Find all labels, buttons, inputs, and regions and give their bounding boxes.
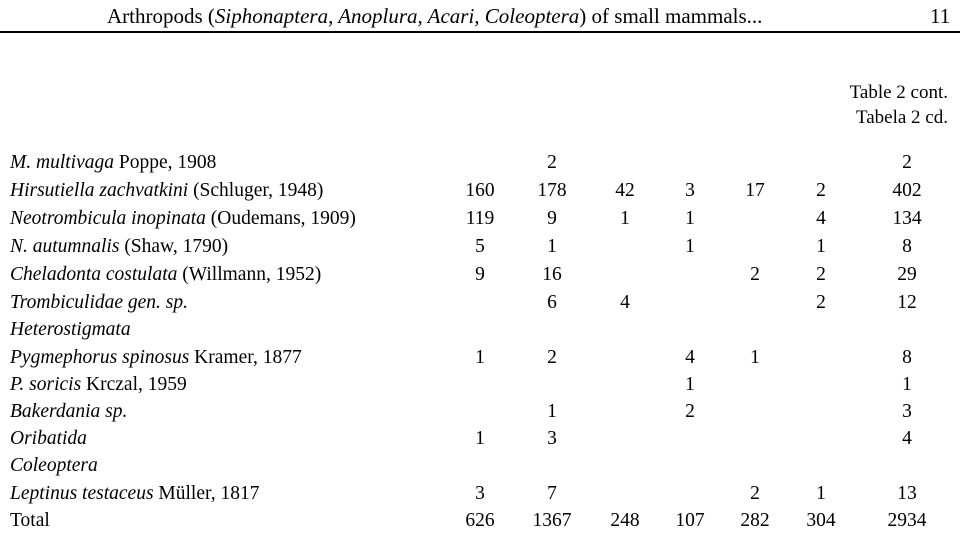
table-row (0, 428, 960, 455)
taxon-italic: Bakerdania sp. (10, 401, 128, 422)
count-cell: 9 (547, 208, 557, 229)
taxon-italic: Trombiculidae gen. sp. (10, 292, 189, 313)
table-row (0, 455, 960, 482)
count-cell: 3 (547, 428, 557, 449)
table-row (0, 401, 960, 428)
taxon-name (10, 347, 302, 369)
taxon-name (10, 319, 131, 341)
taxon-name (10, 264, 321, 286)
total-cell: 2934 (887, 510, 927, 531)
total-cell: 13 (897, 483, 917, 504)
count-cell: 1 (475, 347, 485, 368)
taxon-italic: M. multivaga (10, 152, 114, 173)
taxon-name (10, 374, 187, 396)
count-cell: 1 (685, 236, 695, 257)
count-cell: 16 (542, 264, 562, 285)
count-cell: 2 (816, 292, 826, 313)
count-cell: 1 (816, 236, 826, 257)
taxon-name (10, 208, 356, 230)
taxon-name (10, 510, 50, 532)
taxon-authority: (Shaw, 1790) (119, 236, 229, 257)
count-cell: 178 (537, 180, 567, 201)
taxon-name (10, 428, 87, 450)
total-cell: 29 (897, 264, 917, 285)
title-prefix: Arthropods ( (107, 4, 215, 28)
count-cell: 248 (610, 510, 640, 531)
count-cell: 7 (547, 483, 557, 504)
taxon-italic: Heterostigmata (10, 319, 131, 340)
total-cell: 2 (902, 152, 912, 173)
count-cell: 2 (816, 180, 826, 201)
total-cell: 1 (902, 374, 912, 395)
taxon-authority: Krczal, 1959 (81, 374, 187, 395)
total-cell: 134 (892, 208, 922, 229)
count-cell: 1 (816, 483, 826, 504)
table-row (0, 152, 960, 179)
taxon-italic: Cheladonta costulata (10, 264, 178, 285)
count-cell: 304 (806, 510, 836, 531)
table-row (0, 319, 960, 346)
count-cell: 1 (685, 374, 695, 395)
taxon-authority: Total (10, 510, 50, 531)
total-cell: 3 (902, 401, 912, 422)
count-cell: 17 (745, 180, 765, 201)
count-cell: 2 (547, 347, 557, 368)
count-cell: 4 (620, 292, 630, 313)
page-number: 11 (930, 4, 951, 28)
total-cell: 8 (902, 236, 912, 257)
table-caption-en: Table 2 cont. (849, 82, 948, 103)
count-cell: 2 (816, 264, 826, 285)
count-cell: 626 (465, 510, 495, 531)
taxon-name (10, 180, 323, 202)
table-row (0, 236, 960, 263)
taxon-italic: Oribatida (10, 428, 87, 449)
taxon-italic: P. soricis (10, 374, 82, 395)
count-cell: 3 (685, 180, 695, 201)
total-cell: 4 (902, 428, 912, 449)
taxon-authority: Müller, 1817 (153, 483, 260, 504)
taxon-italic: Pygmephorus spinosus (10, 347, 190, 368)
table-row (0, 264, 960, 291)
count-cell: 1 (750, 347, 760, 368)
taxon-authority: Kramer, 1877 (189, 347, 302, 368)
table-row (0, 483, 960, 510)
count-cell: 282 (740, 510, 770, 531)
total-cell: 12 (897, 292, 917, 313)
table-caption-pl: Tabela 2 cd. (855, 107, 948, 128)
taxon-authority: Poppe, 1908 (113, 152, 217, 173)
table-row (0, 208, 960, 235)
taxon-italic: Hirsutiella zachvatkini (10, 180, 189, 201)
table-row (0, 374, 960, 401)
taxon-name (10, 292, 188, 314)
count-cell: 1 (547, 236, 557, 257)
taxon-italic: Coleoptera (10, 455, 98, 476)
count-cell: 1 (547, 401, 557, 422)
table-row (0, 292, 960, 319)
count-cell: 160 (465, 180, 495, 201)
taxon-name (10, 401, 127, 423)
count-cell: 5 (475, 236, 485, 257)
taxon-italic: Leptinus testaceus (10, 483, 154, 504)
taxon-italic: N. autumnalis (10, 236, 120, 257)
count-cell: 6 (547, 292, 557, 313)
taxon-italic: Neotrombicula inopinata (10, 208, 206, 229)
table-row (0, 510, 960, 537)
count-cell: 107 (675, 510, 705, 531)
count-cell: 2 (750, 264, 760, 285)
count-cell: 1 (475, 428, 485, 449)
count-cell: 2 (685, 401, 695, 422)
taxon-authority: (Schluger, 1948) (188, 180, 324, 201)
count-cell: 3 (475, 483, 485, 504)
running-title (107, 4, 762, 29)
table-row (0, 347, 960, 374)
total-cell: 402 (892, 180, 922, 201)
taxon-name (10, 236, 228, 258)
count-cell: 1367 (532, 510, 572, 531)
total-cell: 8 (902, 347, 912, 368)
title-italic: Siphonaptera, Anoplura, Acari, Coleoptera (214, 4, 580, 28)
taxon-name (10, 483, 259, 505)
table-row (0, 180, 960, 207)
taxon-name (10, 152, 216, 174)
count-cell: 2 (750, 483, 760, 504)
count-cell: 2 (547, 152, 557, 173)
count-cell: 1 (620, 208, 630, 229)
count-cell: 4 (816, 208, 826, 229)
count-cell: 42 (615, 180, 635, 201)
page-header (0, 0, 960, 33)
taxon-authority: (Oudemans, 1909) (205, 208, 356, 229)
count-cell: 4 (685, 347, 695, 368)
count-cell: 119 (465, 208, 495, 229)
title-suffix: ) of small mammals... (579, 4, 763, 28)
taxon-authority: (Willmann, 1952) (177, 264, 322, 285)
count-cell: 9 (475, 264, 485, 285)
count-cell: 1 (685, 208, 695, 229)
taxon-name (10, 455, 98, 477)
